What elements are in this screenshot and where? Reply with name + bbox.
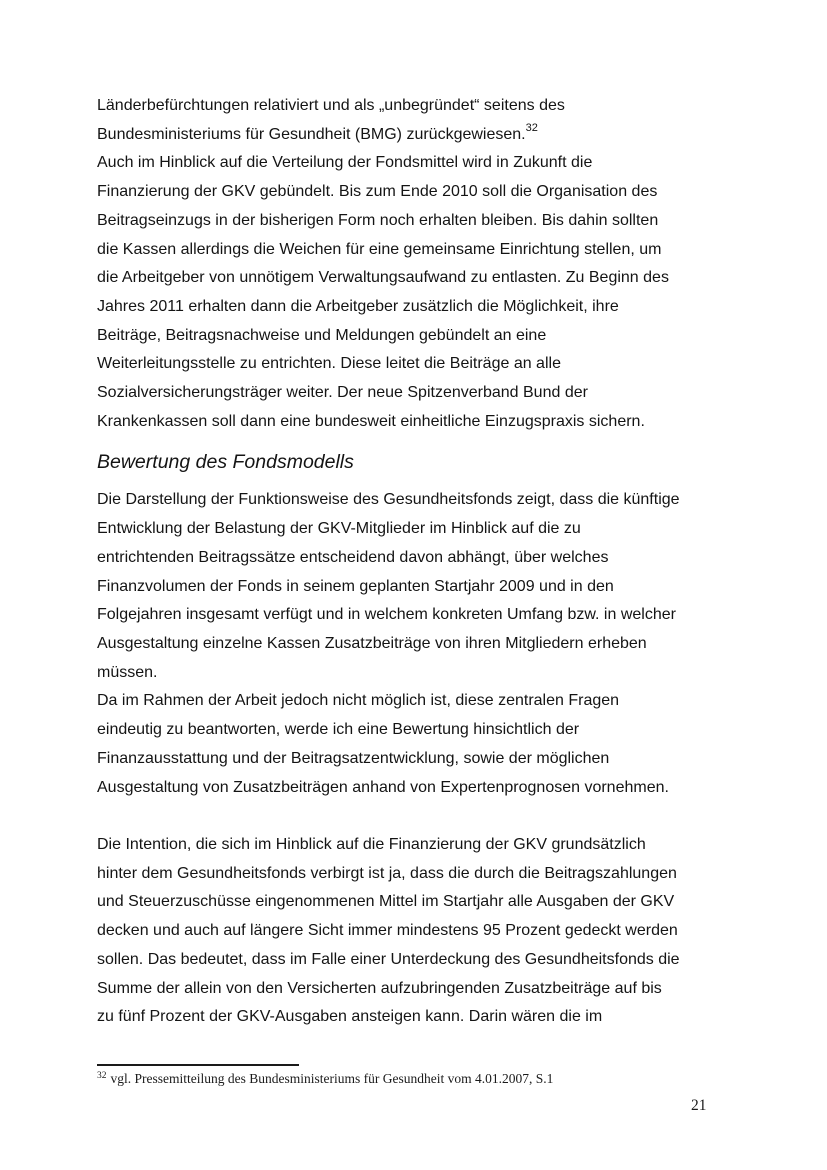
text-line: eindeutig zu beantworten, werde ich eine Bewertung hinsichtlich der <box>97 721 580 739</box>
body-text <box>97 92 719 1032</box>
text-line: sollen. Das bedeutet, dass im Falle einer Unterdeckung des Gesundheitsfonds die <box>97 950 680 968</box>
text-line: müssen. <box>97 663 158 681</box>
paragraph <box>97 486 719 687</box>
text-line: Finanzvolumen der Fonds in seinem geplanten Startjahr 2009 und in den <box>97 577 614 595</box>
text-run: Länderbefürchtungen relativiert und als „unbegründet“ seitens des <box>97 97 565 114</box>
text-line: Beitragseinzugs in der bisherigen Form noch erhalten bleiben. Bis dahin sollten <box>97 211 659 229</box>
section-heading: Bewertung des Fondsmodells <box>97 450 354 473</box>
text-line: Beiträge, Beitragsnachweise und Meldungen gebündelt an eine <box>97 326 547 344</box>
text-line: die Kassen allerdings die Weichen für eine gemeinsame Einrichtung stellen, um <box>97 240 662 258</box>
paragraph <box>97 92 719 149</box>
text-line: zu fünf Prozent der GKV-Ausgaben ansteigen kann. Darin wären die im <box>97 1008 603 1026</box>
text-line: Da im Rahmen der Arbeit jedoch nicht möglich ist, diese zentralen Fragen <box>97 692 620 710</box>
text-line: Finanzierung der GKV gebündelt. Bis zum Ende 2010 soll die Organisation des <box>97 183 658 201</box>
text-line: und Steuerzuschüsse eingenommenen Mittel im Startjahr alle Ausgaben der GKV <box>97 893 675 911</box>
text-line: Krankenkassen soll dann eine bundesweit einheitliche Einzugspraxis sichern. <box>97 412 645 430</box>
text-line: Auch im Hinblick auf die Verteilung der Fondsmittel wird in Zukunft die <box>97 154 593 172</box>
text-line: Summe der allein von den Versicherten aufzubringenden Zusatzbeiträge auf bis <box>97 979 662 997</box>
text-line: Weiterleitungsstelle zu entrichten. Diese leitet die Beiträge an alle <box>97 355 561 373</box>
text-line: decken und auch auf längere Sicht immer mindestens 95 Prozent gedeckt werden <box>97 922 678 940</box>
paragraph <box>97 687 719 802</box>
paragraph <box>97 831 719 1032</box>
text-line: Finanzausstattung und der Beitragsatzentwicklung, sowie der möglichen <box>97 749 610 767</box>
text-line: Folgejahren insgesamt verfügt und in welchem konkreten Umfang bzw. in welcher <box>97 606 676 624</box>
text-line: Die Darstellung der Funktionsweise des Gesundheitsfonds zeigt, dass die künftige <box>97 491 680 509</box>
text-line: hinter dem Gesundheitsfonds verbirgt ist ja, dass die durch die Beitragszahlungen <box>97 864 677 882</box>
footnote-number: 32 <box>97 1070 107 1081</box>
footnote-reference: 32 <box>525 122 538 135</box>
text-line: Ausgestaltung von Zusatzbeiträgen anhand von Expertenprognosen vornehmen. <box>97 778 669 796</box>
text-line: Sozialversicherungsträger weiter. Der neue Spitzenverband Bund der <box>97 384 588 402</box>
footnote-text: vgl. Pressemitteilung des Bundesministeriums für Gesundheit vom 4.01.2007, S.1 <box>110 1071 554 1086</box>
footnote <box>97 1070 657 1088</box>
text-line: entrichtenden Beitragssätze entscheidend davon abhängt, über welches <box>97 548 609 566</box>
text-line: Ausgestaltung einzelne Kassen Zusatzbeiträge von ihren Mitgliedern erheben <box>97 634 647 652</box>
text-line <box>97 121 719 150</box>
text-line: die Arbeitgeber von unnötigem Verwaltungsaufwand zu entlasten. Zu Beginn des <box>97 269 669 287</box>
text-line: Jahres 2011 erhalten dann die Arbeitgeber zusätzlich die Möglichkeit, ihre <box>97 298 619 316</box>
footnote-separator <box>97 1064 299 1066</box>
text-line <box>97 92 719 121</box>
paragraph <box>97 149 719 436</box>
text-line: Die Intention, die sich im Hinblick auf die Finanzierung der GKV grundsätzlich <box>97 835 646 853</box>
text-line: Entwicklung der Belastung der GKV-Mitglieder im Hinblick auf die zu <box>97 520 581 538</box>
text-run: Bundesministeriums für Gesundheit (BMG) zurückgewiesen. <box>97 125 526 143</box>
page-number: 21 <box>691 1097 707 1114</box>
